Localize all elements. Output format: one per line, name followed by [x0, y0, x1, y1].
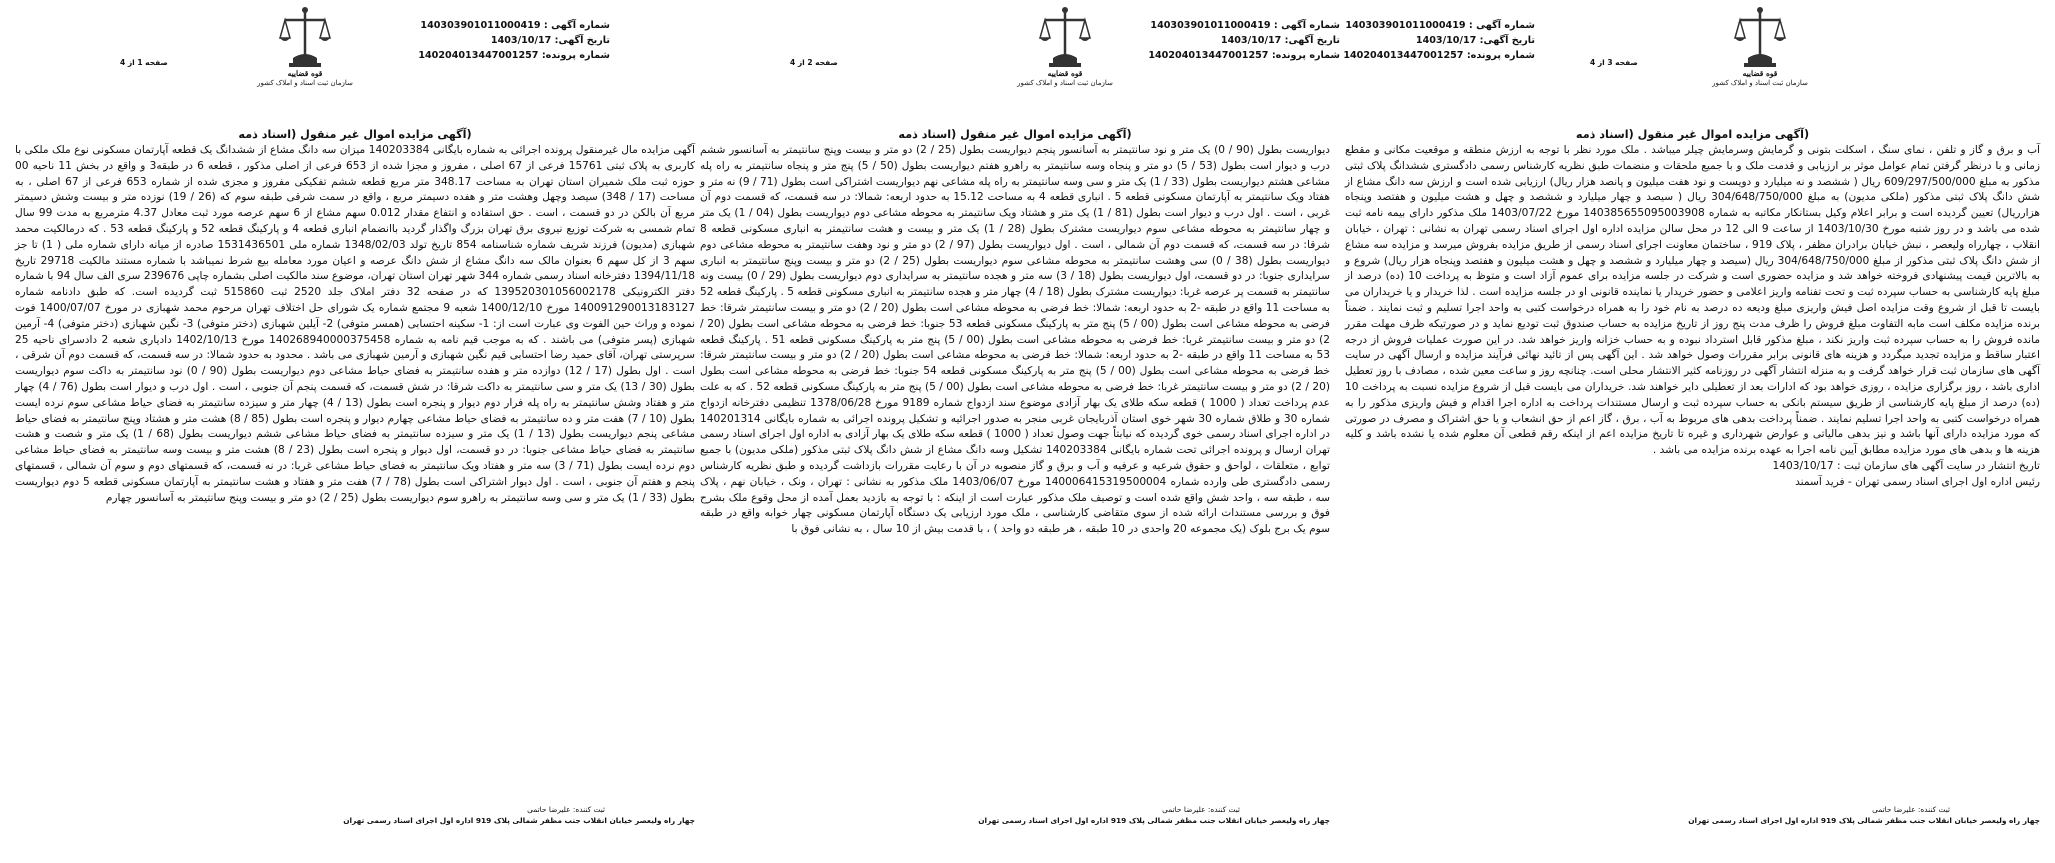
notice-number-label: شماره آگهی :	[543, 20, 610, 31]
org-subname: سازمان ثبت اسناد و املاک کشور	[1017, 79, 1113, 87]
signer-label: ثبت کننده:	[1207, 805, 1240, 814]
scales-of-justice-icon	[1039, 6, 1091, 68]
file-number: 140204013447001257	[1148, 50, 1269, 61]
org-name: قوه قضاییه	[1742, 69, 1778, 78]
chief-line: رئیس اداره اول اجرای اسناد رسمی تهران - فرید آسمند	[1795, 475, 2040, 488]
file-number-label: شماره پرونده:	[1271, 50, 1340, 61]
notice-date: 1403/10/17	[490, 35, 552, 46]
notice-number: 140303901011000419	[420, 20, 541, 31]
file-number: 140204013447001257	[1343, 50, 1464, 61]
notice-date: 1403/10/17	[1415, 35, 1477, 46]
notice-page-2	[700, 6, 1340, 856]
org-subname: سازمان ثبت اسناد و املاک کشور	[257, 79, 353, 87]
notice-meta	[410, 18, 610, 63]
notice-number-label: شماره آگهی :	[1468, 20, 1535, 31]
notice-page-3	[15, 6, 695, 856]
page-number: صفحه 3 از 4	[1590, 58, 1638, 67]
notice-number-label: شماره آگهی :	[1273, 20, 1340, 31]
judiciary-logo	[1700, 6, 1820, 104]
page-number: صفحه 2 از 4	[790, 58, 838, 67]
notice-title: (آگهی مزایده اموال غیر منقول (اسناد ذمه	[238, 128, 472, 141]
org-name: قوه قضاییه	[1047, 69, 1083, 78]
signer-label: ثبت کننده:	[572, 805, 605, 814]
notice-title: (آگهی مزایده اموال غیر منقول (اسناد ذمه	[1575, 128, 1810, 141]
org-subname: سازمان ثبت اسناد و املاک کشور	[1712, 79, 1808, 87]
page-footer	[15, 804, 695, 826]
notice-number: 140303901011000419	[1345, 20, 1466, 31]
office-address: چهار راه ولیعصر خیابان انقلاب جنب مظفر شمالی پلاک 919 اداره اول اجرای اسناد رسمی تهران	[978, 816, 1330, 825]
page-footer	[700, 804, 1330, 826]
page-footer	[1345, 804, 2040, 826]
file-number-label: شماره پرونده:	[1466, 50, 1535, 61]
signer-name: علیرضا حاتمی	[1162, 805, 1206, 814]
notice-page-1	[1345, 6, 2040, 856]
notice-number: 140303901011000419	[1150, 20, 1271, 31]
judiciary-logo	[1005, 6, 1125, 104]
notice-date-label: تاریخ آگهی:	[1479, 35, 1535, 46]
notice-date-label: تاریخ آگهی:	[554, 35, 610, 46]
notice-date: 1403/10/17	[1220, 35, 1282, 46]
notice-body-text: آب و برق و گاز و تلفن ، نمای سنگ ، اسکلت بتونی و گرمایش وسرمایش چیلر میباشد . ملک مورد نظر با توجه به ارزش منطقه و موقعیت مکانی و مقطع زمانی و با درنظر گرفتن تمام عوامل موثر بر ارزیابی و قدمت ملک و با جمیع ملحقات و منضمات طبق نظریه کارشناس رسمی دادگستری ششدانگ پلاک ثبتی مذکور به مبلغ 609/297/500/000 ریال ( ششصد و نه میلیارد و دویست و نود هفت میلیون و پانصد هزار ریال) ارزیابی شده است و ارزش سه دانگ مشاع از شش دانگ پلاک ثبتی مذکور (ملکی مدیون) به مبلغ 304/648/750/000 ریال ( سیصد و چهار میلیارد و ششصد و چهل و هشت میلیون و هفتصد وپنجاه هزارریال) تعیین گردیده است و برابر اعلام وکیل بستانکار مکاتبه به شماره 140385655095003908 مورخ 1403/07/22 ملک مذکور دارای بیمه نامه ثبت شده می باشد و در روز شنبه مورخ 1403/10/30 از ساعت 9 الی 12 در محل سالن مزایده اداره اول اجرای اسناد رسمی تهران به نشانی : تهران ، خیابان انقلاب ، چهارراه ولیعصر ، نبش خیابان برادران مظفر ، پلاک 919 ، ساختمان معاونت اجرای اسناد رسمی از طریق مزایده بفروش میرسد و مزایده سه مشاع از شش دانگ پلاک ثبتی مذکور از مبلغ 304/648/750/000 ریال (سیصد و چهار میلیارد و ششصد و چهل و هشت میلیون و هفتصد وپنجاه هزار ریال) شروع و به بالاترین قیمت پیشنهادی فروخته خواهد شد و مزایده حضوری است و شرکت در جلسه مزایده برای عموم آزاد است و متوظ به پرداخت 10 (ده) درصد از مبلغ پایه کارشناسی به حساب سپرده ثبت و تحت تفنامه واریز اعلامی و حضور خریدار یا نماینده قانونی او در جلسه مزایده است . لذا خریدار و یا خریداران می بایست تا قبل از شروع وقت مزایده اصل فیش واریزی مبلغ ودیعه ده درصد به نام خود را به همراه درخواست کتبی به واحد اجرا تسلیم و ثبت نمایند . ضمناً برنده مزایده مکلف است مابه التفاوت مبلغ فروش را ظرف مدت پنج روز از تاریخ مزایده به حساب صندوق ثبت تودیع نماید و در صورتیکه ظرف مهلت مقرر مانده فروش را به حساب سپرده ثبت واریز نکند ، مبلغ مذکور قابل استرداد نبوده و به حساب خزانه واریز خواهد شد. در این صورت عملیات فروش از درجه اعتبار ساقط و مزایده تجدید میگردد و هزینه های قانونی برابر مقررات وصول خواهد شد . این آگهی پس از تائید نهائی فرآیند مزایده و ارسال آگهی در سایت آگهی های سازمان ثبت قرار خواهد گرفت و به منزله انتشار آگهی در روزنامه کثیر الانتشار محلی است. چنانچه روز و ساعت معین شده ، مصادف با روز تعطیل اداری باشد ، روز برگزاری مزایده ، روزی خواهد بود که ادارات بعد از تعطیلی دایر خواهند شد. خریداران می بایست قبل از شروع مزایده نسبت به پرداخت 10 (ده) درصد از مبلغ پایه کارشناسی از طریق سیستم بانکی به حساب سپرده ثبت و ارسال مستندات پرداخت به اداره اجرا اقدام و فیش واریزی مذکور را به همراه درخواست کتبی به واحد اجرا تسلیم نمایند . ضمناً پرداخت بدهی های مربوط به آب ، برق ، گاز اعم از حق انشعاب و یا حق اشتراک و مصرف در صورتی که مورد مزایده دارای آنها باشد و نیز بدهی مالیاتی و عوارض شهرداری و غیره تا تاریخ مزایده اعم از اینکه رقم قطعی آن معلوم شده یا نشده باشد و کلیه هزینه ها و بدهی های مورد مزایده مطابق آیین نامه اجرا به عهده برنده مزایده می باشد .	[1345, 144, 2041, 457]
office-address: چهار راه ولیعصر خیابان انقلاب جنب مظفر شمالی پلاک 919 اداره اول اجرای اسناد رسمی تهران	[343, 816, 695, 825]
judiciary-logo	[245, 6, 365, 104]
notice-body-text: دیواریست بطول (90 / 0) یک متر و نود سانتیمتر به آسانسور پنجم دیواریست بطول (25 / 2) دو متر و بیست وپنج سانتیمتر به آسانسور ششم درب و دیوار است بطول (53 / 5) دو متر و پنجاه وسه سانتیمتر به راهرو هفتم دیواریست بطول (50 / 5) پنج متر و پنجاه سانتیمتر به راه پله مشاعی هشتم دیواریست بطول (33 / 1) یک متر و سی وسه سانتیمتر به راه پله مشاعی نهم دیواریست اشتراکی است بطول (71 / 9) نه متر و هفتاد ویک سانتیمتر به آپارتمان مسکونی قطعه 5 . انباری قطعه 4 به مساحت 15.12 به حدود اربعه: شمالا: در سه قسمت، که قسمت دوم آن غربی ، است . اول درب و دیوار است بطول (81 / 1) یک متر و هشتاد ویک سانتیمتر به محوطه مشاعی دوم دیواریست بطول (04 / 1) یک متر و چهار سانتیمتر به محوطه مشاعی سوم دیواریست مشترک بطول (28 / 1) یک متر و بیست و هشت سانتیمتر به انباری مسکونی قطعه 8 شرقا: در سه قسمت، که قسمت دوم آن شمالی ، است . اول دیواریست بطول (97 / 2) دو متر و نود وهفت سانتیمتر به محوطه مشاعی دوم دیواریست بطول (38 / 0) سی وهشت سانتیمتر به محوطه مشاعی سوم دیواریست بطول (25 / 2) دو متر و بیست وپنج سانتیمتر به انباری سرایداری جنوبا: در دو قسمت، اول دیواریست بطول (18 / 3) سه متر و هجده سانتیمتر به سرایداری دوم دیواریست بطول (29 / 0) بیست ونه سانتیمتر به قسمت پر عرصه غربا: دیواریست مشترک بطول (18 / 4) چهار متر و هجده سانتیمتر به انباری مسکونی قطعه 5 . پارکینگ قطعه 52 به مساحت 11 واقع در طبقه -2 به حدود اربعه: شمالا: خط فرضی به محوطه مشاعی است بطول (20 / 2) دو متر و بیست سانتیمتر شرقا: خط فرضی به محوطه مشاعی است بطول (00 / 5) پنج متر به پارکینگ مسکونی قطعه 53 جنوبا: خط فرضی به محوطه مشاعی است بطول (20 / 2) دو متر و بیست سانتیمتر غربا: خط فرضی به محوطه مشاعی است بطول (00 / 5) پنج متر به پارکینگ مسکونی قطعه 51 . پارکینگ قطعه 53 به مساحت 11 واقع در طبقه -2 به حدود اربعه: شمالا: خط فرضی به محوطه مشاعی است بطول (20 / 2) دو متر و بیست سانتیمتر شرقا: خط فرضی به محوطه مشاعی است بطول (00 / 5) پنج متر به پارکینگ مسکونی قطعه 54 جنوبا: خط فرضی به محوطه مشاعی است بطول (20 / 2) دو متر و بیست سانتیمتر غربا: خط فرضی به محوطه مشاعی است بطول (00 / 5) پنج متر به پارکینگ مسکونی قطعه 52 . که به علت عدم پرداخت تعداد ( 1000 ) قطعه سکه طلای یک بهار آزادی موضوع سند ازدواج شماره 9189 مورخ 1378/06/28 تنظیمی دفترخانه ازدواج شماره 30 و طلاق شماره 30 شهر خوی استان آذربایجان غربی منجر به صدور اجرائیه و تشکیل پرونده اجرائی به شماره بایگانی 140201314 در اداره اجرای اسناد رسمی خوی گردیده که نیابتاً جهت وصول تعداد ( 1000 ) قطعه سکه طلای یک بهار آزادی به اداره اول اجرای اسناد رسمی تهران ارسال و پرونده اجرائی تحت شماره بایگانی 140203384 تشکیل وسه دانگ مشاع از شش دانگ پلاک ثبتی مذکور (ملکی مدیون) با جمیع توابع ، متعلقات ، لواحق و حقوق شرعیه و عرفیه و آب و برق و گاز منصوبه در آن با رعایت مقررات بازداشت گردیده و طبق نظریه کارشناس رسمی دادگستری طی وارده شماره 140006415319500004 مورخ 1403/06/07 ملک مذکور به نشانی : تهران ، ونک ، خیابان نهم ، پلاک سه ، طبقه سه ، واحد شش واقع شده است و توصیف ملک مذکور عبارت است از اینکه : با توجه به بازدید بعمل آمده از محل وقوع ملک بشرح فوق و بررسی مستندات ارائه شده از سوی متقاضی کارشناسی ، ملک مورد ارزیابی یک دستگاه آپارتمان مسکونی چهار خوابه واقع در طبقه سوم یک برج بلوک (یک مجموعه 20 واحدی در 10 طبقه ، هر طبقه دو واحد ) ، با قدمت بیش از 10 سال ، به نشانی فوق با	[700, 144, 1331, 536]
org-name: قوه قضاییه	[287, 69, 323, 78]
notice-title: (آگهی مزایده اموال غیر منقول (اسناد ذمه	[898, 128, 1132, 141]
scales-of-justice-icon	[279, 6, 331, 68]
notice-body	[1345, 143, 2040, 491]
signer-name: علیرضا حاتمی	[527, 805, 571, 814]
notice-meta	[1140, 18, 1340, 63]
notice-date-label: تاریخ آگهی:	[1284, 35, 1340, 46]
page-number: صفحه 1 از 4	[120, 58, 168, 67]
notice-body	[15, 143, 695, 506]
notice-body	[700, 143, 1330, 538]
scales-of-justice-icon	[1734, 6, 1786, 68]
signer-name: علیرضا حاتمی	[1872, 805, 1916, 814]
notice-body-text: آگهی مزایده مال غیرمنقول پرونده اجرائی به شماره بایگانی 140203384 میزان سه دانگ مشاع از ششدانگ یک قطعه آپارتمان مسکونی نوع ملک ملکی با کاربری به پلاک ثبتی 15761 فرعی از 67 اصلی ، مفروز و مجزا شده از 653 فرعی از اصلی مذکور ، قطعه 6 در طبقه3 و واقع در بخش 11 ناحیه 00 حوزه ثبت ملک شمیران استان تهران به مساحت 348.17 متر مربع قطعه ششم تفکیکی مفروز و مجزی شده از شماره 653 فرعی از 67 اصلی ، به مساحت (17 / 348) سیصد وچهل وهشت متر و هفده دسیمتر مربع ، واقع در سمت شرقی طبقه سوم که (26 / 19) نوزده متر و بیست وشش دسیمتر مربع آن بالکن در دو قسمت ، است . حق استفاده و انتفاع مقدار 0.012 سهم مشاع از 6 سهم عرصه مورد ثبت معادل 4.37 مترمربع به مدت 99 سال تمام شمسی به شرکت توزیع نیروی برق تهران بزرگ واگذار گردید باانضمام انباری قطعه 4 و پارکینگ قطعه 52 و پارکینگ قطعه 53 . که درمالکیت محمد شهبازی (مدیون) فرزند شریف شماره شناسنامه 854 تاریخ تولد 1348/02/03 شماره ملی 1531436501 صادره از میانه دارای شماره ملی ( 1) تا جز سهم 3 از کل سهم 6 بعنوان مالک سه دانگ مشاع از شش دانگ عرصه و اعیان مورد معامله بیع شرط نمیباشد با شماره مستند مالکیت 29718 تاریخ 1394/11/18 دفترخانه اسناد رسمی شماره 344 شهر تهران استان تهران، موضوع سند مالکیت اصلی بشماره چاپی 239676 سری الف سال 94 با شماره دفتر الکترونیکی 139520301056002178 که در صفحه 32 دفتر املاک جلد 2520 ثبت 515860 ثبت گردیده است. که طبق دادنامه شماره 140091290013183127 مورخ 1400/12/10 شعبه 9 مجتمع شماره یک شورای حل اختلاف تهران مرحوم محمد شهبازی در مورخ 1400/07/07 فوت نموده و وراث حین الفوت وی عبارت است از: 1- سکینه احتسابی (همسر متوفی) 2- آیلین شهبازی (دختر متوفی) 3- نگین شهبازی (دختر متوفی) 4- آرمین شهبازی (پسر متوفی) می باشند . که به موجب قیم نامه به شماره 140268940000375458 مورخ 1402/10/13 دادیاری شعبه 2 دادسرای ناحیه 25 سرپرستی تهران، آقای حمید رضا احتسابی قیم نگین شهبازی و آرمین شهبازی می باشد . محدود به حدود شمالا: در سه قسمت، که قسمت دوم آن شرقی ، است . اول بطول (17 / 12) دوازده متر و هفده سانتیمتر به فضای حیاط مشاعی دوم دیواریست بطول (90 / 0) نود سانتیمتر به داکت سوم دیواریست بطول (30 / 13) یک متر و سی سانتیمتر به داکت شرقا: در شش قسمت، که قسمت پنجم آن جنوبی ، است . اول درب و دیوار است بطول (76 / 4) چهار متر و هفتاد وشش سانتیمتر به راه پله فرار دوم دیوار و پنجره است بطول (13 / 4) چهار متر و سیزده سانتیمتر به فضای حیاط مشاعی سوم نرده ایست بطول (10 / 7) هفت متر و ده سانتیمتر به فضای حیاط مشاعی چهارم دیوار و پنجره است بطول (85 / 8) هشت متر و هشتاد وپنج سانتیمتر به فضای حیاط مشاعی پنجم دیواریست بطول (13 / 1) یک متر و سیزده سانتیمتر به فضای حیاط مشاعی ششم دیواریست بطول (68 / 1) یک متر و شصت و هشت سانتیمتر به فضای حیاط مشاعی جنوبا: در دو قسمت، اول دیوار و پنجره است بطول (23 / 8) هشت متر و بیست وسه سانتیمتر به فضای حیاط مشاعی دوم نرده ایست بطول (71 / 3) سه متر و هفتاد ویک سانتیمتر به فضای حیاط مشاعی غربا: در نه قسمت، که قسمتهای دوم و سوم آن شمالی ، قسمتهای پنجم و هفتم آن جنوبی ، است . اول دیوار اشتراکی است بطول (78 / 7) هفت متر و هفتاد و هشت سانتیمتر به آپارتمان مسکونی قطعه 5 دوم دیواریست بطول (33 / 1) یک متر و سی وسه سانتیمتر به راهرو سوم دیواریست بطول (25 / 2) دو متر و بیست وپنج سانتیمتر به آسانسور چهارم	[15, 144, 696, 504]
notice-meta	[1335, 18, 1535, 63]
office-address: چهار راه ولیعصر خیابان انقلاب جنب مظفر شمالی پلاک 919 اداره اول اجرای اسناد رسمی تهران	[1688, 816, 2040, 825]
file-number-label: شماره پرونده:	[541, 50, 610, 61]
publish-date-line: تاریخ انتشار در سایت آگهی های سازمان ثبت : 1403/10/17	[1772, 459, 2040, 472]
file-number: 140204013447001257	[418, 50, 539, 61]
signer-label: ثبت کننده:	[1917, 805, 1950, 814]
